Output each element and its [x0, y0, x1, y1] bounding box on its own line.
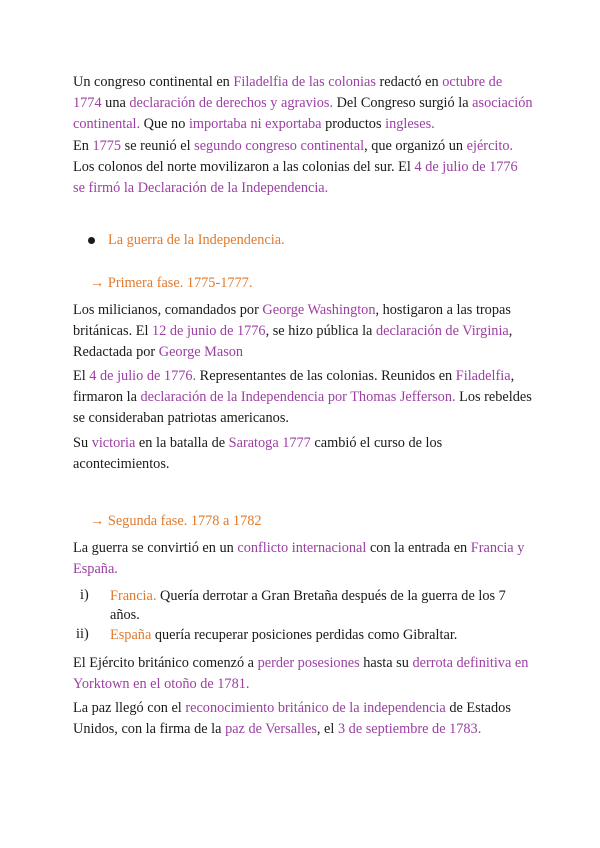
highlight: segundo congreso continental: [194, 138, 365, 154]
text: de Estados Unidos, con la firma de la: [73, 700, 511, 737]
text: Los colonos del norte movilizaron a las colonias del sur. El: [73, 159, 415, 175]
text: , que organizó un: [364, 138, 467, 154]
text: La paz llegó con el: [73, 700, 186, 716]
paragraph-yorktown: [73, 653, 533, 695]
text: Que no: [140, 116, 189, 132]
list-number: ii): [76, 626, 89, 642]
highlight: Francia.: [110, 588, 157, 604]
highlight: George Washington: [262, 302, 376, 318]
text: El Ejército británico comenzó a: [73, 655, 258, 671]
highlight: 4 de julio de 1776 se firmó la Declaración de la Independencia.: [73, 159, 518, 196]
highlight: ingleses.: [385, 116, 435, 132]
text: Del Congreso surgió la: [333, 95, 473, 111]
phase-label: Primera fase. 1775-1777.: [104, 275, 253, 291]
highlight: Saratoga 1777: [228, 435, 311, 451]
text: , hostigaron a las tropas británicas. El: [73, 302, 511, 339]
paragraph-milicianos: [73, 300, 533, 363]
paragraph-congreso-continental: [73, 72, 533, 135]
text: se reunió el: [121, 138, 195, 154]
text: quería recuperar posiciones perdidas como Gibraltar.: [151, 627, 458, 643]
highlight: Filadelfia de las colonias: [233, 74, 376, 90]
highlight: 1775: [92, 138, 122, 154]
text: hasta su: [359, 655, 413, 671]
text: La guerra se convirtió en un: [73, 540, 238, 556]
highlight: Francia y España.: [73, 540, 525, 577]
text: En: [73, 138, 93, 154]
highlight: 4 de julio de 1776.: [89, 368, 197, 384]
phase-label: Segunda fase. 1778 a 1782: [104, 513, 262, 529]
text: Quería derrotar a Gran Bretaña después de la guerra de los 7 años.: [110, 588, 506, 623]
paragraph-saratoga: [73, 433, 533, 475]
paragraph-4-de-julio: [73, 366, 533, 429]
highlight: paz de Versalles: [225, 721, 317, 737]
highlight: declaración de derechos y agravios.: [129, 95, 334, 111]
section-heading: La guerra de la Independencia.: [108, 232, 285, 248]
bullet-icon: [88, 237, 95, 244]
highlight: España: [110, 627, 152, 643]
highlight: asociación continental.: [73, 95, 533, 132]
paragraph-paz-de-versalles: [73, 698, 533, 740]
arrow-icon: →: [90, 513, 105, 529]
highlight: conflicto internacional: [237, 540, 367, 556]
highlight: reconocimiento británico de la independencia: [185, 700, 446, 716]
text: Su: [73, 435, 92, 451]
list-item: [110, 587, 535, 625]
highlight: George Mason: [158, 344, 244, 360]
highlight: ejército.: [466, 138, 514, 154]
text: , Redactada por: [73, 323, 513, 360]
text: , el: [316, 721, 338, 737]
text: Los milicianos, comandados por: [73, 302, 263, 318]
highlight: declaración de la Independencia por Thomas Jefferson.: [140, 389, 456, 405]
list-item: [110, 626, 535, 645]
text: Los rebeldes se consideraban patriotas americanos.: [73, 389, 532, 426]
phase-one-heading: [90, 273, 550, 294]
highlight: declaración de Virginia: [375, 323, 509, 339]
text: Un congreso continental en: [73, 74, 234, 90]
phase-two-heading: [90, 511, 550, 532]
highlight: octubre de 1774: [73, 74, 503, 111]
highlight: 12 de junio de 1776: [152, 323, 266, 339]
text: Representantes de las colonias. Reunidos en: [196, 368, 456, 384]
text: una: [101, 95, 130, 111]
highlight: derrota definitiva en Yorktown en el otoño de 1781.: [73, 655, 529, 692]
list-number: i): [80, 587, 89, 603]
text: cambió el curso de los acontecimientos.: [73, 435, 443, 472]
paragraph-conflicto-internacional: [73, 538, 533, 580]
text: El: [73, 368, 90, 384]
text: , se hizo pública la: [265, 323, 376, 339]
text: redactó en: [375, 74, 443, 90]
text: productos: [321, 116, 386, 132]
text: en la batalla de: [135, 435, 229, 451]
text: con la entrada en: [366, 540, 471, 556]
text: , firmaron la: [73, 368, 515, 405]
arrow-icon: →: [90, 275, 105, 291]
highlight: importaba ni exportaba: [188, 116, 322, 132]
highlight: perder posesiones: [257, 655, 360, 671]
highlight: Filadelfia: [455, 368, 511, 384]
paragraph-segundo-congreso: [73, 136, 533, 199]
highlight: 3 de septiembre de 1783.: [337, 721, 482, 737]
highlight: victoria: [91, 435, 136, 451]
